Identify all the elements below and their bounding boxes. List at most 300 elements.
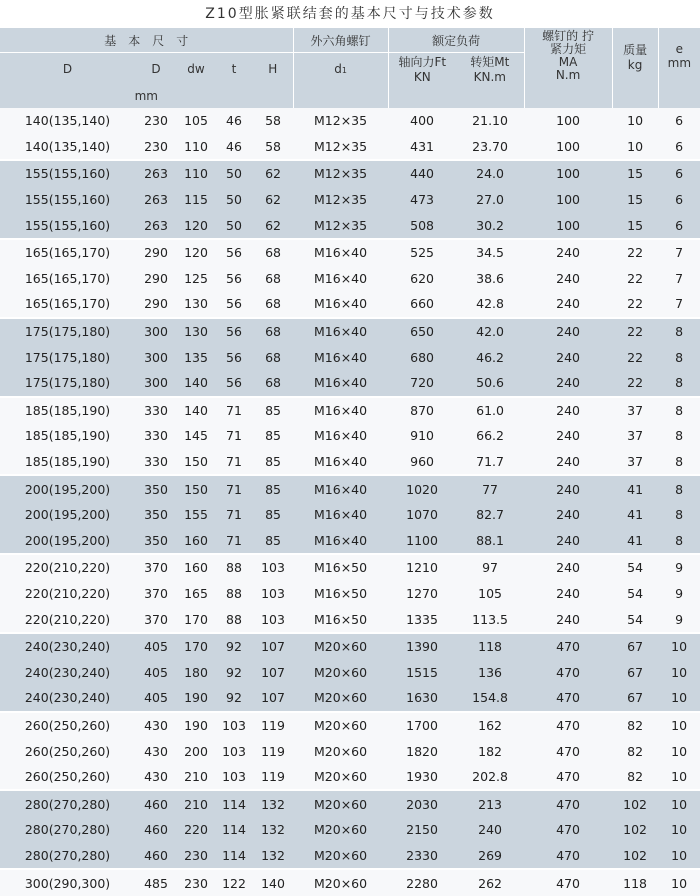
cell-ma: 240 bbox=[524, 554, 612, 581]
cell-dw: 190 bbox=[177, 712, 215, 739]
cell-mass: 82 bbox=[612, 764, 658, 791]
cell-h: 132 bbox=[253, 817, 293, 843]
cell-ma: 240 bbox=[524, 344, 612, 370]
cell-dw: 145 bbox=[177, 423, 215, 449]
cell-d: 140(135,140) bbox=[0, 108, 135, 134]
header-ma: MA bbox=[558, 55, 578, 69]
cell-d-outer: 300 bbox=[135, 318, 177, 345]
cell-h: 68 bbox=[253, 344, 293, 370]
cell-h: 62 bbox=[253, 160, 293, 187]
table-row bbox=[0, 581, 700, 607]
cell-e: 10 bbox=[658, 817, 700, 843]
table-row bbox=[0, 239, 700, 266]
cell-mt: 27.0 bbox=[456, 187, 524, 213]
cell-d-outer: 290 bbox=[135, 266, 177, 292]
cell-ft: 2280 bbox=[388, 869, 456, 896]
table-row bbox=[0, 764, 700, 791]
cell-d: 200(195,200) bbox=[0, 502, 135, 528]
table-row bbox=[0, 712, 700, 739]
cell-ma: 100 bbox=[524, 187, 612, 213]
cell-mass: 82 bbox=[612, 712, 658, 739]
cell-d-outer: 405 bbox=[135, 659, 177, 685]
cell-e: 7 bbox=[658, 291, 700, 318]
table-row bbox=[0, 633, 700, 660]
cell-mt: 113.5 bbox=[456, 606, 524, 633]
cell-bolt: M16×40 bbox=[293, 318, 388, 345]
header-ma-unit: N.m bbox=[555, 68, 581, 82]
cell-mass: 37 bbox=[612, 423, 658, 449]
cell-h: 68 bbox=[253, 266, 293, 292]
table-row bbox=[0, 108, 700, 134]
table-row bbox=[0, 266, 700, 292]
table-row bbox=[0, 344, 700, 370]
cell-d-outer: 460 bbox=[135, 790, 177, 817]
cell-ft: 910 bbox=[388, 423, 456, 449]
cell-dw: 200 bbox=[177, 738, 215, 764]
table-row bbox=[0, 869, 700, 896]
cell-ft: 650 bbox=[388, 318, 456, 345]
cell-d-outer: 263 bbox=[135, 212, 177, 239]
cell-h: 85 bbox=[253, 449, 293, 476]
cell-mt: 202.8 bbox=[456, 764, 524, 791]
cell-bolt: M12×35 bbox=[293, 134, 388, 161]
cell-bolt: M20×60 bbox=[293, 764, 388, 791]
cell-dw: 190 bbox=[177, 685, 215, 712]
cell-h: 68 bbox=[253, 291, 293, 318]
cell-ma: 470 bbox=[524, 817, 612, 843]
cell-mass: 22 bbox=[612, 239, 658, 266]
cell-ft: 960 bbox=[388, 449, 456, 476]
cell-mt: 262 bbox=[456, 869, 524, 896]
cell-t: 50 bbox=[215, 160, 253, 187]
header-hex-bolt: 外六角螺钉 bbox=[293, 28, 388, 53]
cell-ma: 240 bbox=[524, 581, 612, 607]
cell-mass: 22 bbox=[612, 370, 658, 397]
cell-d-outer: 370 bbox=[135, 554, 177, 581]
cell-d-outer: 300 bbox=[135, 370, 177, 397]
cell-e: 9 bbox=[658, 606, 700, 633]
cell-d-outer: 350 bbox=[135, 502, 177, 528]
cell-d-outer: 370 bbox=[135, 581, 177, 607]
cell-dw: 220 bbox=[177, 817, 215, 843]
cell-e: 10 bbox=[658, 659, 700, 685]
cell-mt: 105 bbox=[456, 581, 524, 607]
cell-ft: 680 bbox=[388, 344, 456, 370]
cell-ft: 1630 bbox=[388, 685, 456, 712]
cell-e: 10 bbox=[658, 869, 700, 896]
table-row bbox=[0, 475, 700, 502]
cell-dw: 120 bbox=[177, 212, 215, 239]
cell-dw: 230 bbox=[177, 843, 215, 870]
cell-dw: 160 bbox=[177, 554, 215, 581]
cell-d-outer: 370 bbox=[135, 606, 177, 633]
cell-mass: 41 bbox=[612, 475, 658, 502]
cell-t: 46 bbox=[215, 108, 253, 134]
table-row bbox=[0, 449, 700, 476]
cell-ma: 240 bbox=[524, 502, 612, 528]
cell-h: 132 bbox=[253, 843, 293, 870]
cell-ft: 1100 bbox=[388, 528, 456, 555]
cell-ma: 470 bbox=[524, 712, 612, 739]
cell-h: 107 bbox=[253, 633, 293, 660]
cell-ma: 240 bbox=[524, 423, 612, 449]
cell-dw: 115 bbox=[177, 187, 215, 213]
cell-d: 165(165,170) bbox=[0, 291, 135, 318]
header-torque-label: 螺钉的 拧紧力矩 bbox=[542, 29, 594, 56]
cell-mass: 102 bbox=[612, 790, 658, 817]
cell-t: 103 bbox=[215, 738, 253, 764]
cell-mt: 213 bbox=[456, 790, 524, 817]
cell-ft: 1020 bbox=[388, 475, 456, 502]
header-mass-unit: kg bbox=[627, 57, 643, 72]
cell-dw: 230 bbox=[177, 869, 215, 896]
cell-e: 8 bbox=[658, 318, 700, 345]
cell-d-outer: 330 bbox=[135, 449, 177, 476]
cell-ft: 1335 bbox=[388, 606, 456, 633]
cell-d-outer: 330 bbox=[135, 423, 177, 449]
cell-bolt: M12×35 bbox=[293, 212, 388, 239]
cell-bolt: M20×60 bbox=[293, 633, 388, 660]
cell-d-outer: 330 bbox=[135, 397, 177, 424]
header-e-unit: mm bbox=[667, 56, 692, 70]
cell-bolt: M20×60 bbox=[293, 685, 388, 712]
cell-ft: 1820 bbox=[388, 738, 456, 764]
cell-t: 88 bbox=[215, 606, 253, 633]
cell-ma: 240 bbox=[524, 318, 612, 345]
cell-mass: 15 bbox=[612, 212, 658, 239]
cell-ma: 240 bbox=[524, 397, 612, 424]
cell-ft: 508 bbox=[388, 212, 456, 239]
cell-ma: 470 bbox=[524, 843, 612, 870]
cell-ft: 1270 bbox=[388, 581, 456, 607]
cell-ma: 240 bbox=[524, 370, 612, 397]
cell-h: 119 bbox=[253, 712, 293, 739]
cell-d-outer: 263 bbox=[135, 187, 177, 213]
cell-bolt: M20×60 bbox=[293, 843, 388, 870]
table-row bbox=[0, 291, 700, 318]
cell-h: 85 bbox=[253, 528, 293, 555]
header-ft-unit: KN bbox=[413, 70, 431, 84]
cell-e: 8 bbox=[658, 449, 700, 476]
cell-ft: 870 bbox=[388, 397, 456, 424]
cell-t: 71 bbox=[215, 528, 253, 555]
cell-dw: 155 bbox=[177, 502, 215, 528]
cell-mass: 41 bbox=[612, 502, 658, 528]
cell-t: 56 bbox=[215, 239, 253, 266]
table-row bbox=[0, 187, 700, 213]
cell-d: 165(165,170) bbox=[0, 239, 135, 266]
table-row bbox=[0, 134, 700, 161]
cell-d: 280(270,280) bbox=[0, 817, 135, 843]
cell-d-outer: 460 bbox=[135, 817, 177, 843]
table-row bbox=[0, 502, 700, 528]
cell-t: 71 bbox=[215, 397, 253, 424]
cell-bolt: M16×40 bbox=[293, 344, 388, 370]
cell-mt: 66.2 bbox=[456, 423, 524, 449]
cell-t: 122 bbox=[215, 869, 253, 896]
cell-d-outer: 405 bbox=[135, 685, 177, 712]
cell-t: 114 bbox=[215, 790, 253, 817]
cell-ma: 470 bbox=[524, 659, 612, 685]
cell-bolt: M16×40 bbox=[293, 291, 388, 318]
cell-mass: 82 bbox=[612, 738, 658, 764]
cell-t: 56 bbox=[215, 291, 253, 318]
cell-d: 260(250,260) bbox=[0, 764, 135, 791]
cell-d: 280(270,280) bbox=[0, 843, 135, 870]
cell-dw: 210 bbox=[177, 764, 215, 791]
cell-h: 103 bbox=[253, 606, 293, 633]
table-row bbox=[0, 397, 700, 424]
cell-bolt: M12×35 bbox=[293, 108, 388, 134]
cell-e: 6 bbox=[658, 134, 700, 161]
cell-bolt: M16×50 bbox=[293, 581, 388, 607]
cell-mass: 22 bbox=[612, 344, 658, 370]
cell-e: 6 bbox=[658, 160, 700, 187]
cell-mass: 67 bbox=[612, 659, 658, 685]
cell-mass: 102 bbox=[612, 843, 658, 870]
cell-h: 68 bbox=[253, 239, 293, 266]
cell-mass: 15 bbox=[612, 187, 658, 213]
cell-t: 56 bbox=[215, 266, 253, 292]
cell-e: 6 bbox=[658, 108, 700, 134]
cell-d-outer: 230 bbox=[135, 134, 177, 161]
cell-e: 8 bbox=[658, 502, 700, 528]
cell-ma: 240 bbox=[524, 239, 612, 266]
cell-bolt: M16×40 bbox=[293, 370, 388, 397]
header-mt-label: 转矩Mt bbox=[470, 55, 510, 69]
cell-mt: 82.7 bbox=[456, 502, 524, 528]
cell-d: 185(185,190) bbox=[0, 449, 135, 476]
cell-t: 92 bbox=[215, 685, 253, 712]
cell-ft: 2330 bbox=[388, 843, 456, 870]
cell-d: 260(250,260) bbox=[0, 738, 135, 764]
table-row bbox=[0, 160, 700, 187]
header-unit-mm: mm bbox=[0, 84, 293, 108]
cell-mt: 21.10 bbox=[456, 108, 524, 134]
cell-e: 9 bbox=[658, 554, 700, 581]
cell-d: 260(250,260) bbox=[0, 712, 135, 739]
cell-dw: 150 bbox=[177, 475, 215, 502]
cell-ma: 100 bbox=[524, 108, 612, 134]
header-col-t: t bbox=[215, 53, 253, 85]
cell-e: 10 bbox=[658, 712, 700, 739]
cell-mt: 88.1 bbox=[456, 528, 524, 555]
table-row bbox=[0, 423, 700, 449]
header-mass bbox=[612, 28, 658, 84]
header-tightening-torque bbox=[524, 28, 612, 84]
cell-h: 85 bbox=[253, 502, 293, 528]
cell-d: 185(185,190) bbox=[0, 423, 135, 449]
cell-mt: 38.6 bbox=[456, 266, 524, 292]
cell-h: 107 bbox=[253, 685, 293, 712]
cell-e: 10 bbox=[658, 843, 700, 870]
cell-d-outer: 350 bbox=[135, 475, 177, 502]
cell-mass: 67 bbox=[612, 633, 658, 660]
cell-mass: 54 bbox=[612, 554, 658, 581]
cell-ft: 1210 bbox=[388, 554, 456, 581]
cell-mt: 269 bbox=[456, 843, 524, 870]
cell-bolt: M16×40 bbox=[293, 423, 388, 449]
cell-d: 155(155,160) bbox=[0, 187, 135, 213]
table-row bbox=[0, 790, 700, 817]
cell-dw: 170 bbox=[177, 606, 215, 633]
cell-bolt: M16×40 bbox=[293, 502, 388, 528]
cell-ma: 470 bbox=[524, 869, 612, 896]
cell-e: 6 bbox=[658, 212, 700, 239]
header-col-h: H bbox=[253, 53, 293, 85]
cell-mt: 50.6 bbox=[456, 370, 524, 397]
cell-ma: 470 bbox=[524, 764, 612, 791]
cell-bolt: M16×40 bbox=[293, 528, 388, 555]
cell-bolt: M16×50 bbox=[293, 554, 388, 581]
cell-e: 10 bbox=[658, 790, 700, 817]
cell-t: 71 bbox=[215, 449, 253, 476]
table-body bbox=[0, 108, 700, 896]
cell-mt: 42.8 bbox=[456, 291, 524, 318]
cell-d-outer: 350 bbox=[135, 528, 177, 555]
header-e bbox=[658, 28, 700, 84]
cell-bolt: M16×40 bbox=[293, 449, 388, 476]
cell-ft: 440 bbox=[388, 160, 456, 187]
cell-t: 71 bbox=[215, 423, 253, 449]
table-row bbox=[0, 843, 700, 870]
cell-dw: 125 bbox=[177, 266, 215, 292]
cell-mt: 30.2 bbox=[456, 212, 524, 239]
cell-ft: 720 bbox=[388, 370, 456, 397]
cell-mass: 37 bbox=[612, 449, 658, 476]
table-header bbox=[0, 28, 700, 108]
table-row bbox=[0, 685, 700, 712]
cell-mt: 46.2 bbox=[456, 344, 524, 370]
cell-ma: 240 bbox=[524, 266, 612, 292]
cell-h: 62 bbox=[253, 187, 293, 213]
cell-h: 58 bbox=[253, 134, 293, 161]
cell-d-outer: 430 bbox=[135, 764, 177, 791]
cell-dw: 165 bbox=[177, 581, 215, 607]
cell-h: 119 bbox=[253, 738, 293, 764]
cell-ft: 431 bbox=[388, 134, 456, 161]
header-col-ft bbox=[388, 53, 456, 85]
cell-dw: 130 bbox=[177, 318, 215, 345]
cell-dw: 140 bbox=[177, 370, 215, 397]
cell-dw: 135 bbox=[177, 344, 215, 370]
header-ft-label: 轴向力Ft bbox=[398, 55, 447, 69]
cell-ft: 1515 bbox=[388, 659, 456, 685]
cell-t: 71 bbox=[215, 502, 253, 528]
cell-mass: 15 bbox=[612, 160, 658, 187]
cell-bolt: M16×40 bbox=[293, 266, 388, 292]
cell-mass: 37 bbox=[612, 397, 658, 424]
cell-mt: 23.70 bbox=[456, 134, 524, 161]
table-row bbox=[0, 606, 700, 633]
cell-dw: 180 bbox=[177, 659, 215, 685]
header-col-d-outer: D bbox=[135, 53, 177, 85]
cell-d-outer: 430 bbox=[135, 712, 177, 739]
table-row bbox=[0, 370, 700, 397]
cell-ft: 1700 bbox=[388, 712, 456, 739]
cell-ma: 240 bbox=[524, 606, 612, 633]
cell-d: 220(210,220) bbox=[0, 581, 135, 607]
cell-mt: 34.5 bbox=[456, 239, 524, 266]
cell-d: 140(135,140) bbox=[0, 134, 135, 161]
cell-d: 155(155,160) bbox=[0, 160, 135, 187]
cell-bolt: M20×60 bbox=[293, 712, 388, 739]
cell-mass: 54 bbox=[612, 606, 658, 633]
cell-t: 92 bbox=[215, 633, 253, 660]
cell-ma: 240 bbox=[524, 449, 612, 476]
header-col-d1: d1 bbox=[293, 53, 388, 85]
cell-mass: 10 bbox=[612, 134, 658, 161]
cell-e: 10 bbox=[658, 633, 700, 660]
cell-bolt: M20×60 bbox=[293, 869, 388, 896]
table-title: Z10型胀紧联结套的基本尺寸与技术参数 bbox=[0, 0, 700, 28]
header-e-label: e bbox=[675, 42, 684, 56]
cell-t: 103 bbox=[215, 764, 253, 791]
cell-mt: 162 bbox=[456, 712, 524, 739]
cell-ft: 1930 bbox=[388, 764, 456, 791]
cell-d: 240(230,240) bbox=[0, 633, 135, 660]
header-col-mt bbox=[456, 53, 524, 85]
cell-mass: 67 bbox=[612, 685, 658, 712]
cell-e: 7 bbox=[658, 239, 700, 266]
cell-e: 8 bbox=[658, 528, 700, 555]
cell-d-outer: 290 bbox=[135, 239, 177, 266]
table-row bbox=[0, 318, 700, 345]
cell-dw: 150 bbox=[177, 449, 215, 476]
cell-dw: 140 bbox=[177, 397, 215, 424]
cell-ft: 473 bbox=[388, 187, 456, 213]
cell-mass: 102 bbox=[612, 817, 658, 843]
cell-bolt: M20×60 bbox=[293, 738, 388, 764]
cell-mt: 182 bbox=[456, 738, 524, 764]
cell-mt: 42.0 bbox=[456, 318, 524, 345]
cell-ft: 2150 bbox=[388, 817, 456, 843]
cell-e: 8 bbox=[658, 344, 700, 370]
cell-mass: 22 bbox=[612, 291, 658, 318]
cell-ft: 1390 bbox=[388, 633, 456, 660]
cell-bolt: M16×40 bbox=[293, 239, 388, 266]
cell-ma: 470 bbox=[524, 633, 612, 660]
cell-bolt: M20×60 bbox=[293, 790, 388, 817]
cell-d: 220(210,220) bbox=[0, 606, 135, 633]
cell-mt: 136 bbox=[456, 659, 524, 685]
cell-d: 280(270,280) bbox=[0, 790, 135, 817]
header-col-d: D bbox=[0, 53, 135, 85]
cell-h: 103 bbox=[253, 581, 293, 607]
cell-h: 132 bbox=[253, 790, 293, 817]
cell-mass: 10 bbox=[612, 108, 658, 134]
cell-h: 85 bbox=[253, 397, 293, 424]
cell-bolt: M20×60 bbox=[293, 659, 388, 685]
cell-e: 10 bbox=[658, 764, 700, 791]
cell-e: 8 bbox=[658, 423, 700, 449]
cell-ma: 100 bbox=[524, 160, 612, 187]
cell-mass: 22 bbox=[612, 266, 658, 292]
cell-d-outer: 405 bbox=[135, 633, 177, 660]
cell-d: 175(175,180) bbox=[0, 318, 135, 345]
cell-h: 68 bbox=[253, 318, 293, 345]
cell-dw: 110 bbox=[177, 134, 215, 161]
cell-bolt: M12×35 bbox=[293, 187, 388, 213]
cell-t: 114 bbox=[215, 817, 253, 843]
cell-d: 175(175,180) bbox=[0, 344, 135, 370]
cell-d-outer: 290 bbox=[135, 291, 177, 318]
cell-h: 103 bbox=[253, 554, 293, 581]
cell-h: 119 bbox=[253, 764, 293, 791]
cell-h: 85 bbox=[253, 423, 293, 449]
cell-h: 140 bbox=[253, 869, 293, 896]
header-col-dw: dw bbox=[177, 53, 215, 85]
